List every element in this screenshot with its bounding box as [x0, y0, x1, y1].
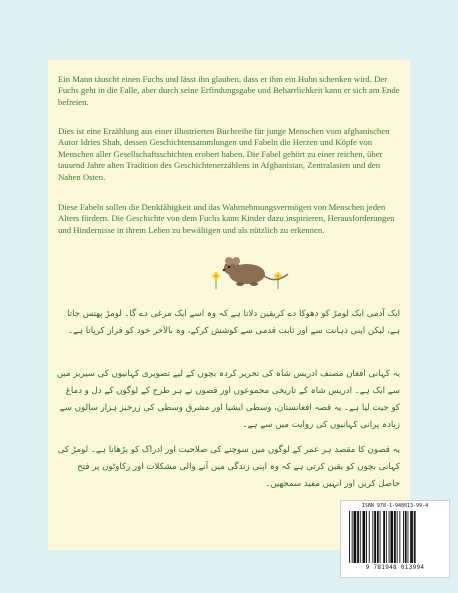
barcode-bar [399, 511, 400, 563]
barcode-bar [397, 511, 398, 563]
isbn-label: ISBN 978-1-948013-99-4 [361, 503, 429, 509]
barcode-bar [360, 511, 361, 563]
barcode-bar [377, 511, 379, 563]
barcode-bar [394, 511, 396, 563]
german-paragraph-1: Ein Mann täuscht einen Fuchs und lässt ihn glauben, dass er ihm ein Huhn schenken wird. Der Fuchs geht in die Falle, aber durch seine Erfindungsgabe und Beharrlichkeit kann er sich am Ende befreien. [58, 74, 400, 107]
urdu-paragraph-1: ایک آدمی ایک لومڑ کو دھوکا دے کریقین دلاتا ہے کہ وہ اسے ایک مرغی دے گا۔ لومڑ پھنس جاتا ہے، لیکن اپنی ذہانت سے اور ثابت قدمی سے کوشش کرکے، وہ بالآخر خود کو فرار کرپاتا ہے۔ [67, 309, 400, 336]
barcode-bar [374, 511, 376, 563]
barcode-bar [357, 511, 359, 563]
barcode-number: 9 781948 013994 [365, 564, 425, 571]
barcode-bar [410, 511, 413, 563]
barcode-bar [390, 511, 393, 563]
barcode-bar [363, 511, 366, 563]
flower-left-icon [212, 272, 220, 289]
urdu-paragraph-2: یہ کہانی افغان مصنف ادریس شاہ کی تحریر کردہ بچوں کے لیے تصویری کہانیوں کی سیریز میں سے ایک ہے۔ ادریس شاہ کے تاریخی مجموعوں اور قصوں نے ہر طرح کے لوگوں کے دل و دماغ کو جیت لیا ہے۔ یہ قصہ افغانستان، وسطی ایشیا اور مشرق وسطی کی زرخیز ہزار سالوں سے زیادہ پرانی کہانیوں کی روایت میں سے ہے۔ [56, 369, 400, 430]
barcode-bar [403, 511, 404, 563]
barcode-bar [386, 511, 387, 563]
german-paragraph-3: Diese Fabeln sollen die Denkfähigkeit und das Wahrnehmungsvermögen von Menschen jeden Alters fördern. Die Geschichte von dem Fuchs kann Kinder dazu inspirieren, Herausforderungen und Hindernisse in ihrem Leben zu bewältigen und als nützlich zu erkennen. [58, 202, 395, 235]
barcode-bar [372, 511, 373, 563]
barcode-bar [352, 511, 353, 563]
barcode-bar [366, 511, 367, 563]
barcode-bar [408, 511, 409, 563]
mouse-with-flowers-icon [202, 248, 292, 292]
barcode-bar [354, 511, 357, 563]
barcode-bar [380, 511, 381, 563]
isbn-barcode [340, 500, 450, 578]
barcode-bar [414, 511, 416, 563]
barcode-bars [347, 511, 443, 563]
barcode-bar [349, 511, 350, 563]
german-paragraph-2: Dies ist eine Erzählung aus einer illustrierten Buchreihe für junge Menschen vom afghanischen Autor Idries Shah, dessen Geschichtensammlungen und Fabeln die Herzen und Köpfe von Menschen aller Gesellschaftsschichten erobert haben. Die Fabel gehört zu einer reichen, über tausend Jahre alten Tradition des Geschichtenerzählens in Afghanistan, Zentralasien und den Nahen Osten. [58, 126, 390, 182]
barcode-bar [383, 511, 385, 563]
barcode-bar [369, 511, 370, 563]
barcode-bar [389, 511, 390, 563]
flower-right-icon [274, 272, 282, 289]
text-panel [48, 60, 410, 550]
barcode-bar [405, 511, 407, 563]
urdu-paragraph-3: یہ قصوں کا مقصد ہر عمر کے لوگوں میں سوچنے کی صلاحیت اور ادراک کو بڑھانا ہے۔ لومڑ کی کہانی بچوں کو یقین کرتی ہے کہ وہ اپنی زندگی میں آنے والی مشکلات اور رکاوٹوں پر فتح حاصل کریں اور انہیں مفید سمجھیں۔ [57, 445, 400, 489]
